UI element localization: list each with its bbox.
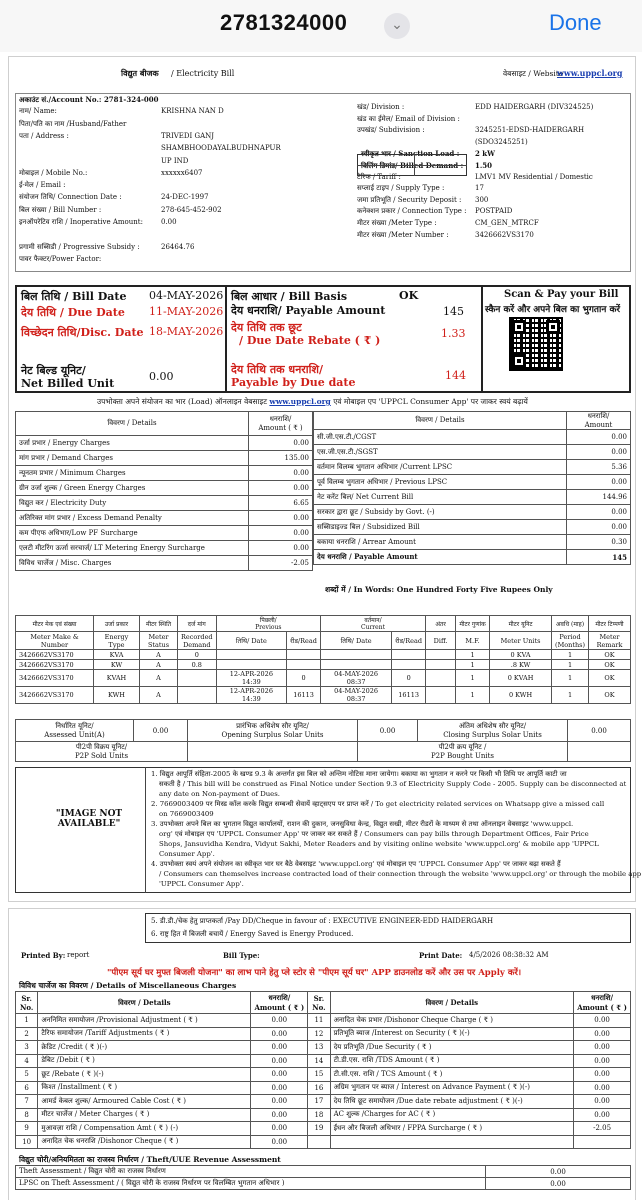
rebate-label-2: / Due Date Rebate ( ₹ ) (239, 334, 381, 347)
charge-amount: 0.00 (567, 475, 631, 490)
meter-cell: A (140, 670, 178, 687)
charge-row (314, 430, 631, 445)
charge-detail: बकाया धनराशि / Arrear Amount (314, 535, 567, 550)
charge-row (16, 556, 313, 571)
consumer-left-label: संयोजन तिथि/ Connection Date : (19, 193, 122, 202)
meter-cell: OK (589, 660, 631, 670)
charge-amount: 0.00 (567, 520, 631, 535)
charge-detail: सब्सिडाइज्ड बिल / Subsidized Bill (314, 520, 567, 535)
consumer-left-label: पावर फैक्टर/Power Factor: (19, 254, 102, 263)
consumer-left-label: इनऑपरेटिव राशि / Inoperative Amount: (19, 218, 143, 226)
meter-cell: .8 KW (490, 660, 552, 670)
note-line: Consumer App'. (159, 850, 215, 858)
consumer-right-label: स्वीकृत भार / Sanction Load : (361, 149, 460, 159)
meter-cell: 04-MAY-2026 08:37 (320, 670, 391, 687)
note-line: org' एवं मोबाइल एप 'UPPCL Consumer App' पर जाकर कर सकते हैं / Consumers can pay bills through Department Offices, Fair Price (159, 830, 589, 838)
meter-row (16, 670, 631, 687)
meter-cell (426, 650, 456, 660)
consumer-right-value: POSTPAID (475, 207, 513, 216)
consumer-right-label: सप्लाई टाइप / Supply Type : (357, 184, 445, 193)
due-date-label: देय तिथि / Due Date (21, 306, 125, 319)
meter-cell (178, 670, 217, 687)
meter-cell (426, 670, 456, 687)
meter-cell: 1 (552, 687, 589, 704)
charge-amount: 0.00 (249, 436, 313, 451)
charge-detail: ग्रीन उर्जा शुल्क / Green Energy Charges (16, 481, 249, 496)
by-due-amount: 144 (445, 369, 466, 382)
charge-amount: 5.36 (567, 460, 631, 475)
meter-cell: 0 (178, 650, 217, 660)
consumer-right-value: 300 (475, 195, 489, 204)
charge-detail: न्यूनतम प्रभार / Minimum Charges (16, 466, 249, 481)
meter-row (16, 687, 631, 704)
meter-cell: KVAH (94, 670, 140, 687)
meter-cell: 12-APR-2026 14:39 (216, 670, 287, 687)
consumer-left-value: UP IND (161, 156, 189, 165)
charge-amount: 0.00 (567, 430, 631, 445)
consumer-left-label: पिता/पति का नाम /Husband/Father (19, 119, 127, 128)
bill-page-2: 5. डी.डी./चेक हेतु प्राप्तकर्ता /Pay DD/Cheque in favour of : EXECUTIVE ENGINEER-EDD HAIDERGARH 6. राष्ट्र हित में बिजली बचायें / Energy Saved is Energy Produced. Printed By: report Bill Type: Print Date: 4/5/2026 08:38:32 AM "पीएम सूर्य घर मुफ्त बिजली योजना" का लाभ पाने हेतु प्ले स्टोर से "पीएम सूर्य घर" APP डाउनलोड करें और उस पर Apply करें। विविध चार्जेज का विवरण / Details of Miscellaneous Charges Sr. No. विवरण / Details धनराशि/ Amount ( ₹ ) Sr. No. विवरण / Details धनराशि/ Amount ( ₹ ) 1 अननिमित समायोजन /Provisional Adjustment ( ₹ ) 0.00 11 अनादित चेक प्रभार /Dishonor Cheque Charge ( ₹ ) 0.00 2 टैरिफ समायोजन /Tariff Adjustments ( ₹ ) 0.00 12 प्रतिभूति ब्याज /Interest on Security ( ₹ )(-) 0.00 3 क्रेडिट /Credit ( ₹ )(-) 0.00 13 देय प्रतिभूति /Due Security ( ₹ ) 0.00 4 डेबिट /Debit ( ₹ ) 0.00 14 टी.डी.एस. राशि /TDS Amount ( ₹ ) 0.00 5 छूट /Rebate ( ₹ )(-) 0.00 15 टी.सी.एस. राशि / TCS Amount ( ₹ ) 0.00 6 किश्त /Installment ( ₹ ) 0.00 16 अग्रिम भुगतान पर ब्याज / Interest on Advance Payment ( ₹ )(-) 0.00 7 आमर्ड केबल शुल्क/ Armoured Cable Cost ( ₹ ) 0.00 17 देय तिथि छूट समायोजन /Due date rebate adjustment ( ₹ )(-) 0.00 8 मीटर चार्जेज / Meter Charges ( ₹ ) 0.00 18 AC शुल्क /Charges for AC ( ₹ ) 0.00 9 मुआवज़ा राशि / Compensation Amt ( ₹ ) (-) 0.00 19 ईंधन और बिजली अधिभार / FPPA Surcharge ( ₹ ) -2.05 10 अनादित चेक धनराशि /Dishonor Cheque ( ₹ ) 0.00 विद्युत चोरी/अनियमितता का राजस्व निर्धारण / Theft/UUE Revenue Assessment Theft Assessment / विद्युत चोरी का राजस्व निर्धारण 0.00 LPSC on Theft Assessment / ( विद्युत चोरी के राजस्व निर्धारण पर विलम्बित भुगतान अधिभार ) 0.00 (8, 908, 636, 1200)
note-line: 'UPPCL Consumer App'. (159, 880, 244, 888)
charge-detail: अतिरिक्त मांग प्रभार / Excess Demand Penalty (16, 511, 249, 526)
meter-cell: A (140, 660, 178, 670)
load-note-link[interactable]: www.uppcl.org (269, 397, 331, 406)
consumer-right-label: खंड/ Division : (357, 103, 405, 111)
charge-amount: 0.30 (567, 535, 631, 550)
scan-title: Scan & Pay your Bill (504, 289, 619, 300)
note-line: 2. 7669003409 पर मिस्ड कॉल करके विद्युत सम्बन्धी सेवायें व्हाट्सएप पर प्राप्त करें / To get electricity related services on Whatsapp give a missed call (151, 800, 605, 808)
net-unit: 0.00 (149, 370, 174, 383)
note2-line: 6. राष्ट्र हित में बिजली बचायें / Energy Saved is Energy Produced. (151, 930, 354, 938)
meter-cell: 1 (456, 660, 490, 670)
scan-subtitle: स्कैन करें और अपने बिल का भुगतान करें (485, 305, 621, 315)
meter-cell: 1 (456, 650, 490, 660)
disc-date-label: विच्छेदन तिथि/Disc. Date (21, 326, 144, 339)
misc-row: 9 मुआवज़ा राशि / Compensation Amt ( ₹ ) (-) 0.00 19 ईंधन और बिजली अधिभार / FPPA Surcharge ( ₹ ) -2.05 (16, 1122, 631, 1136)
charge-detail: सरकार द्वारा छूट / Subsidy by Govt. (-) (314, 505, 567, 520)
consumer-left-value: 278-645-452-902 (161, 205, 222, 214)
pm-surya-banner: "पीएम सूर्य घर मुफ्त बिजली योजना" का लाभ पाने हेतु प्ले स्टोर से "पीएम सूर्य घर" APP डाउनलोड करें और उस पर Apply करें। (107, 968, 522, 978)
bill-title-hi: विद्युत बीजक (121, 68, 159, 78)
charge-row (16, 511, 313, 526)
charge-row (314, 460, 631, 475)
charge-detail: सी.जी.एस.टी./CGST (314, 430, 567, 445)
payable-amount: 145 (443, 305, 464, 318)
misc-row: 3 क्रेडिट /Credit ( ₹ )(-) 0.00 13 देय प्रतिभूति /Due Security ( ₹ ) 0.00 (16, 1041, 631, 1055)
meter-cell (320, 650, 391, 660)
consumer-left-label: बिल संख्या / Bill Number : (19, 205, 102, 214)
meter-table: मीटर मेक एवं संख्या उर्जा प्रकार मीटर स्थिति दर्ज मांग पिछली/ Previous वर्तमान/ Current अंतर मीटर गुणांक मीटर यूनिट अवधि (माह) मीटर टिप्पणी Meter Make & Number Energy Type Meter Status Recorded Demand तिथि/ Date रीड/Read तिथि/ Date रीड/Read Diff. M.F. Meter Units Period (Months) Meter Remark 3426662VS3170 KVA A 0 1 0 KVA 1 OK 3426662VS3170 KW A 0.8 1 .8 KW 1 OK 3426662VS3170 KVAH A 12-APR-2026 14:39 0 04-MAY-2026 08:37 0 1 0 KVAH 1 OK 3426662VS3170 KWH A 12-APR-2026 14:39 16113 04-MAY-2026 08:37 16113 1 0 KWH 1 OK (15, 615, 631, 704)
charges-right-table: विवरण / Details धनराशि/ Amount सी.जी.एस.टी./CGST 0.00 एस.जी.एस.टी./SGST 0.00 वर्तमान विलम्ब भुगतान अधिभार /Current LPSC 5.36 पूर्व विलम्ब भुगतान अधिभार / Previous LPSC 0.00 नेट करेंट बिल/ Net Current Bill 144.96 सरकार द्वारा छूट / Subsidy by Govt. (-) 0.00 सब्सिडाइज्ड बिल / Subsidized Bill 0.00 बकाया धनराशि / Arrear Amount 0.30 देय धनराशि / Payable Amount 145 (313, 411, 631, 565)
consumer-right-label: कनेक्शन प्रकार / Connection Type : (357, 207, 467, 216)
consumer-right-value: 1.50 (475, 161, 493, 170)
meter-cell: 0 KWH (490, 687, 552, 704)
charge-row (16, 541, 313, 556)
charge-row (314, 520, 631, 535)
meter-cell: OK (589, 650, 631, 660)
charge-detail: नेट करेंट बिल/ Net Current Bill (314, 490, 567, 505)
consumer-left-value: 0.00 (161, 218, 177, 226)
theft-row: LPSC on Theft Assessment / ( विद्युत चोरी के राजस्व निर्धारण पर विलम्बित भुगतान अधिभार ) 0.00 (16, 1178, 631, 1190)
bill-title-en: / Electricity Bill (171, 69, 235, 78)
bill-date-label: बिल तिथि / Bill Date (21, 290, 127, 303)
meter-cell: 0 KVA (490, 650, 552, 660)
consumer-left-value: TRIVEDI GANJ (161, 131, 215, 140)
consumer-right-value: 3426662VS3170 (475, 230, 534, 239)
consumer-right-label: मीटर संख्या /Meter Number : (357, 230, 449, 239)
consumer-right-value: CM_GEN_MTRCF (475, 219, 539, 227)
charge-row (16, 496, 313, 511)
meter-cell: 04-MAY-2026 08:37 (320, 687, 391, 704)
consumer-left-label: पता / Address : (19, 131, 69, 140)
meter-cell: KW (94, 660, 140, 670)
charge-row (314, 505, 631, 520)
charge-row (314, 475, 631, 490)
meter-cell: 1 (552, 670, 589, 687)
meter-cell: 3426662VS3170 (16, 687, 94, 704)
misc-row: 1 अननिमित समायोजन /Provisional Adjustment ( ₹ ) 0.00 11 अनादित चेक प्रभार /Dishonor Cheque Charge ( ₹ ) 0.00 (16, 1014, 631, 1028)
load-note: उपभोक्ता अपने संयोजन का भार (Load) ऑनलाइन वेबसाइट www.uppcl.org एवं मोबाइल एप 'UPPCL Consumer App' पर जाकर स्वयं बढ़ायें (97, 397, 528, 406)
meter-cell: 0 (287, 670, 321, 687)
meter-cell: A (140, 650, 178, 660)
charge-detail: पूर्व विलम्ब भुगतान अधिभार / Previous LPSC (314, 475, 567, 490)
charge-amount: 145 (567, 550, 631, 565)
meter-cell (426, 687, 456, 704)
print-date: 4/5/2026 08:38:32 AM (469, 951, 549, 959)
note-line: 4. उपभोक्ता स्वयं अपने संयोजन का स्वीकृत भार घर बैठे वेबसाइट 'www.uppcl.org' एवं मोबाइल एप 'UPPCL Consumer App' पर जाकर बढ़ा सकते हैं (151, 860, 561, 868)
misc-row: 10 अनादित चेक धनराशि /Dishonor Cheque ( ₹ ) 0.00 (16, 1135, 631, 1149)
charge-amount: 0.00 (249, 481, 313, 496)
consumer-right-label: मीटर संख्या /Meter Type : (357, 219, 437, 227)
charge-amount: 144.96 (567, 490, 631, 505)
note-line: सकती है / This bill will be construed as Final Notice under Section 9.3 of Electricity Supply Code - 2005. Supply can be disconnected at (159, 780, 627, 788)
meter-cell (426, 660, 456, 670)
consumer-left-value: xxxxxx6407 (161, 168, 203, 177)
charge-row (314, 535, 631, 550)
rebate-amount: 1.33 (441, 327, 466, 340)
charge-row (16, 526, 313, 541)
consumer-right-value: (SDO3245251) (475, 137, 528, 146)
note-line: 1. विद्युत आपूर्ति संहिता-2005 के खण्ड 9.3 के अन्तर्गत इस बिल को अन्तिम नोटिस माना जायेगा। बकाया का भुगतान न करने पर किसी भी तिथि पर आपूर्ति काटी जा (151, 770, 567, 778)
printed-by: report (67, 951, 90, 959)
charge-amount: 0.00 (567, 445, 631, 460)
consumer-right-label: टैरिफ / Tariff : (357, 172, 401, 181)
meter-cell (392, 650, 426, 660)
charge-row (16, 466, 313, 481)
misc-row: 8 मीटर चार्जेज / Meter Charges ( ₹ ) 0.00 18 AC शुल्क /Charges for AC ( ₹ ) 0.00 (16, 1108, 631, 1122)
charge-amount: 0.00 (249, 541, 313, 556)
note-line: any date on Non-payment of Dues. (159, 790, 280, 798)
consumer-right-value: LMV1 MV Residential / Domestic (475, 172, 593, 181)
charge-row (16, 436, 313, 451)
meter-cell: 1 (552, 650, 589, 660)
charge-detail: वर्तमान विलम्ब भुगतान अधिभार /Current LPSC (314, 460, 567, 475)
charge-detail: कम पीएफ अधिभार/Low PF Surcharge (16, 526, 249, 541)
consumer-right-value: EDD HAIDERGARH (DIV324525) (475, 103, 594, 111)
meter-cell (287, 650, 321, 660)
by-due-label-1: देय तिथि तक धनराशि/ (231, 363, 323, 376)
note2-line: 5. डी.डी./चेक हेतु प्राप्तकर्ता /Pay DD/Cheque in favour of : EXECUTIVE ENGINEER-EDD HAIDERGARH (151, 917, 494, 925)
misc-charges-table: Sr. No. विवरण / Details धनराशि/ Amount ( ₹ ) Sr. No. विवरण / Details धनराशि/ Amount ( ₹ ) 1 अननिमित समायोजन /Provisional Adjustment ( ₹ ) 0.00 11 अनादित चेक प्रभार /Dishonor Cheque Charge ( ₹ ) 0.00 2 टैरिफ समायोजन /Tariff Adjustments ( ₹ ) 0.00 12 प्रतिभूति ब्याज /Interest on Security ( ₹ )(-) 0.00 3 क्रेडिट /Credit ( ₹ )(-) 0.00 13 देय प्रतिभूति /Due Security ( ₹ ) 0.00 4 डेबिट /Debit ( ₹ ) 0.00 14 टी.डी.एस. राशि /TDS Amount ( ₹ ) 0.00 5 छूट /Rebate ( ₹ )(-) 0.00 15 टी.सी.एस. राशि / TCS Amount ( ₹ ) 0.00 6 किश्त /Installment ( ₹ ) 0.00 16 अग्रिम भुगतान पर ब्याज / Interest on Advance Payment ( ₹ )(-) 0.00 7 आमर्ड केबल शुल्क/ Armoured Cable Cost ( ₹ ) 0.00 17 देय तिथि छूट समायोजन /Due date rebate adjustment ( ₹ )(-) 0.00 8 मीटर चार्जेज / Meter Charges ( ₹ ) 0.00 18 AC शुल्क /Charges for AC ( ₹ ) 0.00 9 मुआवज़ा राशि / Compensation Amt ( ₹ ) (-) 0.00 19 ईंधन और बिजली अधिभार / FPPA Surcharge ( ₹ ) -2.05 10 अनादित चेक धनराशि /Dishonor Cheque ( ₹ ) 0.00 (15, 991, 631, 1149)
charge-detail: विविध चार्जेज / Misc. Charges (16, 556, 249, 571)
consumer-right-label: खंड का ईमेल/ Email of Division : (357, 114, 460, 123)
charge-amount: 0.00 (249, 511, 313, 526)
disc-date: 18-MAY-2026 (149, 325, 224, 338)
meter-cell: 3426662VS3170 (16, 660, 94, 670)
charge-amount: -2.05 (249, 556, 313, 571)
bill-basis-label: बिल आधार / Bill Basis (231, 290, 348, 303)
meter-cell (392, 660, 426, 670)
misc-row: 6 किश्त /Installment ( ₹ ) 0.00 16 अग्रिम भुगतान पर ब्याज / Interest on Advance Payment ( ₹ )(-) 0.00 (16, 1081, 631, 1095)
consumer-left-value: KRISHNA NAN D (161, 107, 224, 116)
meter-cell: KWH (94, 687, 140, 704)
meter-cell: OK (589, 687, 631, 704)
misc-row: 2 टैरिफ समायोजन /Tariff Adjustments ( ₹ ) 0.00 12 प्रतिभूति ब्याज /Interest on Security ( ₹ )(-) 0.00 (16, 1027, 631, 1041)
charge-amount: 6.65 (249, 496, 313, 511)
consumer-left-label: नाम/ Name: (19, 107, 57, 116)
consumer-left-value: 24-DEC-1997 (161, 193, 209, 202)
meter-cell (216, 660, 287, 670)
meter-cell: OK (589, 670, 631, 687)
website-label: वेबसाइट / Website (503, 69, 564, 78)
charge-row (16, 451, 313, 466)
charge-detail: एलटी मीटरिंग ऊर्जा सरचार्ज/ LT Metering Energy Surcharge (16, 541, 249, 556)
theft-row: Theft Assessment / विद्युत चोरी का राजस्व निर्धारण 0.00 (16, 1166, 631, 1178)
charge-detail: मांग प्रभार / Demand Charges (16, 451, 249, 466)
charge-amount: 135.00 (249, 451, 313, 466)
charge-detail: एस.जी.एस.टी./SGST (314, 445, 567, 460)
charge-amount: 0.00 (249, 526, 313, 541)
consumer-right-value: 2 kW (475, 149, 496, 159)
meter-cell: 1 (552, 660, 589, 670)
meter-cell: A (140, 687, 178, 704)
meter-cell: 3426662VS3170 (16, 670, 94, 687)
meter-cell: 16113 (287, 687, 321, 704)
net-unit-label-hi: नेट बिल्ड यूनिट/ (21, 364, 86, 377)
misc-title: विविध चार्जेज का विवरण / Details of Miscellaneous Charges (19, 981, 237, 990)
bill-page-1 (8, 56, 642, 902)
charge-row (16, 481, 313, 496)
image-not-available: "IMAGE NOT AVAILABLE" (55, 809, 123, 829)
net-unit-label-en: Net Billed Unit (21, 377, 115, 390)
meter-cell: 0 KVAH (490, 670, 552, 687)
consumer-right-label: जमा प्रतिभूति / Security Deposit : (357, 195, 462, 204)
meter-cell: 1 (456, 670, 490, 687)
consumer-left-label: मोबाइल / Mobile No.: (19, 168, 88, 177)
note-line: Shops, Jansuvidha Kendra, Vidyut Sakhi, Meter Readers and by visiting online website 'www.uppcl.org' & mobile app 'UPPCL (159, 840, 599, 848)
meter-cell: 0.8 (178, 660, 217, 670)
meter-cell (320, 660, 391, 670)
payable-label: देय धनराशि/ Payable Amount (231, 304, 386, 317)
account-title: 2781324000 (220, 10, 348, 35)
meter-row (16, 650, 631, 660)
consumer-left-value: SHAMBHOODAYALBUDHNAPUR (161, 144, 281, 153)
charge-detail: विद्युत कर / Electricity Duty (16, 496, 249, 511)
meter-row (16, 660, 631, 670)
top-bar (0, 0, 642, 52)
website-link[interactable]: www.uppcl.org (557, 68, 623, 78)
charge-detail: उर्जा प्रभार / Energy Charges (16, 436, 249, 451)
misc-row: 7 आमर्ड केबल शुल्क/ Armoured Cable Cost ( ₹ ) 0.00 17 देय तिथि छूट समायोजन /Due date rebate adjustment ( ₹ )(-) 0.00 (16, 1095, 631, 1109)
consumer-left-label: अकाउंट सं./Account No.: 2781-324-000 (19, 95, 159, 104)
meter-cell (216, 650, 287, 660)
note-line: 3. उपभोक्ता अपने बिल का भुगतान विद्युत कार्यालयों, राशन की दुकान, जनसुविधा केन्द्र, विद्युत सखी, मीटर रीडरों के माध्यम से तथा ऑनलाइन वेबसाइट 'www.uppcl. (151, 820, 574, 828)
meter-cell (287, 660, 321, 670)
rebate-label-1: देय तिथि तक छूट (231, 321, 302, 334)
charge-row (314, 550, 631, 565)
meter-cell (178, 687, 217, 704)
charges-left-table: विवरण / Details धनराशि/ Amount ( ₹ ) उर्जा प्रभार / Energy Charges 0.00 मांग प्रभार / Demand Charges 135.00 न्यूनतम प्रभार / Minimum Charges 0.00 ग्रीन उर्जा शुल्क / Green Energy Charges 0.00 विद्युत कर / Electricity Duty 6.65 अतिरिक्त मांग प्रभार / Excess Demand Penalty 0.00 कम पीएफ अधिभार/Low PF Surcharge 0.00 एलटी मीटरिंग ऊर्जा सरचार्ज/ LT Metering Energy Surcharge 0.00 विविध चार्जेज / Misc. Charges -2.05 (15, 411, 313, 571)
amount-in-words: शब्दों में / In Words: One Hundred Forty Five Rupees Only (325, 585, 553, 594)
misc-row: 4 डेबिट /Debit ( ₹ ) 0.00 14 टी.डी.एस. राशि /TDS Amount ( ₹ ) 0.00 (16, 1054, 631, 1068)
by-due-label-2: Payable by Due date (231, 376, 356, 389)
bill-date: 04-MAY-2026 (149, 289, 224, 302)
consumer-right-label: बिलिंग डिमांड/ Billed Demand : (361, 161, 464, 170)
theft-table (15, 1165, 631, 1190)
qr-code[interactable] (509, 317, 563, 371)
charge-amount: 0.00 (567, 505, 631, 520)
consumer-left-label: ई-मेल / Email : (19, 181, 66, 190)
due-date: 11-MAY-2026 (149, 305, 224, 318)
meter-cell: 3426662VS3170 (16, 650, 94, 660)
meter-cell: 1 (456, 687, 490, 704)
chevron-down-icon[interactable]: ⌄ (384, 13, 410, 39)
consumer-right-value: 17 (475, 184, 484, 193)
consumer-right-label: उपखंड/ Subdivision : (357, 126, 425, 135)
bill-basis: OK (399, 289, 419, 302)
note-line: / Consumers can themselves increase contracted load of their connection through the website 'www.uppcl.org' or through the mobile app (159, 870, 642, 878)
misc-row: 5 छूट /Rebate ( ₹ )(-) 0.00 15 टी.सी.एस. राशि / TCS Amount ( ₹ ) 0.00 (16, 1068, 631, 1082)
meter-cell: 16113 (392, 687, 426, 704)
done-button[interactable]: Done (549, 10, 602, 35)
consumer-right-value: 3245251-EDSD-HAIDERGARH (475, 126, 585, 135)
consumer-left-label: प्रगामी सब्सिडी / Progressive Subsidy : (19, 242, 140, 251)
theft-title: विद्युत चोरी/अनियमितता का राजस्व निर्धारण / Theft/UUE Revenue Assessment (19, 1155, 281, 1164)
meter-cell: 12-APR-2026 14:39 (216, 687, 287, 704)
charge-row (314, 490, 631, 505)
charge-detail: देय धनराशि / Payable Amount (314, 550, 567, 565)
meter-cell: KVA (94, 650, 140, 660)
charge-amount: 0.00 (249, 466, 313, 481)
charge-row (314, 445, 631, 460)
solar-table: निर्धारित यूनिट/ Assessed Unit(A) 0.00 प्रारंभिक अधिशेष सौर यूनिट/ Opening Surplus Solar Units 0.00 अंतिम अधिशेष सौर यूनिट/ Closing Surplus Solar Units 0.00 पी2पी विक्रय यूनिट/ P2P Sold Units पी2पी क्रय यूनिट / P2P Bought Units (15, 719, 631, 762)
consumer-left-value: 26464.76 (161, 242, 195, 251)
meter-cell: 0 (392, 670, 426, 687)
note-line: on 7669003409 (159, 810, 214, 818)
